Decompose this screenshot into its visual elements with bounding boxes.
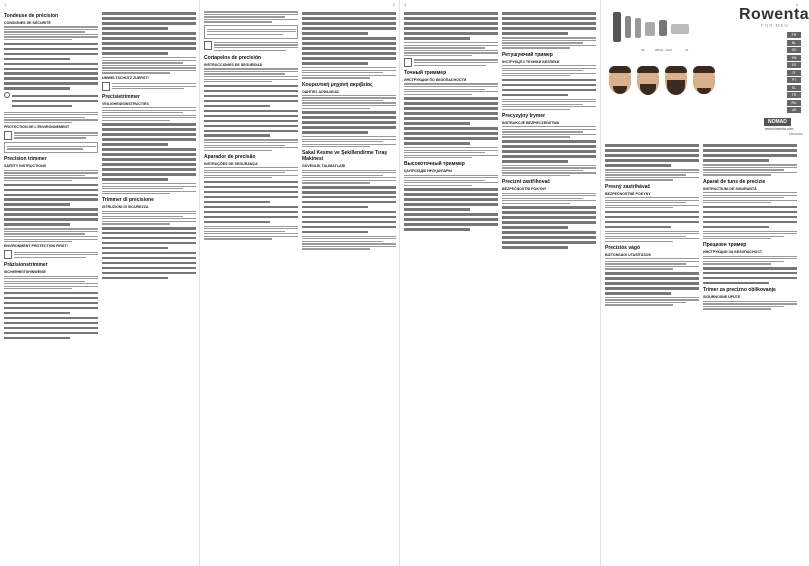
language-tab: PT xyxy=(787,77,801,83)
language-tab: EN xyxy=(787,55,801,61)
section-subtitle: INSTRUCCIONES DE SEGURIDAD xyxy=(204,63,263,68)
section-title: Precision trimmer xyxy=(4,156,47,163)
brand-tagline: FOR MEN xyxy=(761,23,789,28)
text-column-right xyxy=(502,10,596,251)
face-illustration-beard xyxy=(697,88,711,94)
section-title: Sakal Kesme ve Şekillendirme Tıraş Makinesi xyxy=(302,150,388,163)
comb-attachment-image xyxy=(645,22,655,36)
section-subtitle: INSTRUÇÕES DE SEGURANÇA xyxy=(204,161,258,166)
accessory-label: 15 xyxy=(685,48,689,52)
section-title: Высокоточный триммер xyxy=(404,161,465,168)
section-subtitle: ΟΔΗΓΙΕΣ ΑΣΦΑΛΕΙΑΣ xyxy=(302,89,340,94)
section-subtitle: SAFETY INSTRUCTIONS xyxy=(4,164,47,169)
section-subtitle: ҚАУІПСІЗДІК НҰСҚАУЛАРЫ xyxy=(404,169,453,174)
text-column-right xyxy=(703,142,797,311)
text-column-left xyxy=(605,142,699,307)
manual-page-2 xyxy=(200,0,400,566)
recycle-bin-icon xyxy=(204,41,212,50)
website-url: www.rowenta.com xyxy=(765,127,794,131)
language-tab: FR xyxy=(787,32,801,38)
product-name: NOMAD xyxy=(764,118,791,126)
face-illustration-beard xyxy=(667,80,685,95)
comb-attachment-image xyxy=(659,20,667,36)
section-subtitle: ISTRUZIONI DI SICUREZZA xyxy=(102,205,149,210)
section-title: Κουρευτική μηχανή ακριβείας xyxy=(302,81,373,88)
document-code: 1800000000 xyxy=(789,133,803,136)
text-column-left xyxy=(4,10,98,342)
accessory-label: 29 xyxy=(641,48,645,52)
section-subtitle: INSTRUCȚIUNI DE SIGURANȚĂ xyxy=(703,186,757,191)
section-title: Cortapelos de precisión xyxy=(204,55,261,62)
section-title: Ретушуючий тример xyxy=(502,51,553,58)
section-title: Präzisionstrimmer xyxy=(4,262,48,269)
section-title: Aparador de precisão xyxy=(204,153,256,160)
language-tab: TR xyxy=(787,92,801,98)
section-subtitle: INSTRUKCJE BEZPIECZEŃSTWA xyxy=(502,120,560,125)
language-tab: IT xyxy=(787,70,801,76)
language-tab: NL xyxy=(787,40,801,46)
section-title: Точный триммер xyxy=(404,70,447,77)
warning-icon xyxy=(4,92,10,98)
face-illustration-beard xyxy=(640,84,656,95)
section-subtitle: SICHERHEITSHINWEISE xyxy=(4,270,46,275)
brand-logo: Rowenta xyxy=(739,6,809,23)
section-subtitle: ІНСТРУКЦІЇ З ТЕХНІКИ БЕЗПЕКИ xyxy=(502,59,560,64)
text-column-right xyxy=(102,10,196,282)
page-number: 3 xyxy=(404,2,407,7)
language-tab: DE xyxy=(787,47,801,53)
page-number: 1 xyxy=(4,2,7,7)
recycle-bin-icon xyxy=(4,131,12,140)
text-column-left xyxy=(404,10,498,233)
comb-attachment-image xyxy=(635,18,641,38)
manual-page-1 xyxy=(0,0,200,566)
section-subtitle: BEZPEČNOSTNÉ POKYNY xyxy=(605,191,651,196)
face-illustration-hair xyxy=(609,66,631,73)
language-index xyxy=(787,32,801,115)
recycle-bin-icon xyxy=(404,58,412,67)
section-title: Precisietrimmer xyxy=(102,93,140,100)
section-subtitle: VEILIGHEIDSINSTRUCTIES xyxy=(102,101,149,106)
text-column-left xyxy=(204,10,298,241)
section-title: Прецизен тример xyxy=(703,242,747,249)
manual-page-4 xyxy=(601,0,809,566)
section-subtitle: GÜVENLİK TALİMATLARI xyxy=(302,164,346,169)
page-number: 2 xyxy=(392,2,395,7)
section-title: Aparat de tuns de precizie xyxy=(703,178,766,185)
section-subtitle: UMWELTSCHUTZ ZUERST! xyxy=(102,75,149,80)
section-title: Precíziós vágó xyxy=(605,244,641,251)
section-subtitle: PROTECTION DE L'ENVIRONNEMENT xyxy=(4,125,70,130)
text-column-right xyxy=(302,10,396,251)
trimmer-head-image xyxy=(625,16,631,38)
section-title: Trimmer di precisione xyxy=(102,197,154,204)
section-title: Presný zastrihávač xyxy=(605,183,651,190)
page-number: 4 xyxy=(795,2,798,7)
face-illustration-hair xyxy=(665,66,687,73)
section-title: Precyzyjny trymer xyxy=(502,112,546,119)
section-subtitle: BIZTONSÁGI UTASÍTÁSOK xyxy=(605,252,652,257)
section-subtitle: CONSIGNES DE SÉCURITÉ xyxy=(4,21,51,25)
trimmer-device-image xyxy=(613,12,621,42)
language-tab: RU xyxy=(787,100,801,106)
manual-page-3 xyxy=(400,0,601,566)
face-illustration-hair xyxy=(637,66,659,73)
product-illustration xyxy=(605,8,725,128)
language-tab: EL xyxy=(787,85,801,91)
language-tab: ES xyxy=(787,62,801,68)
section-subtitle: BEZPEČNOSTNÍ POKYNY xyxy=(502,187,547,192)
section-title: Tondeuse de précision xyxy=(4,13,59,19)
section-subtitle: ИНСТРУКЦИИ ЗА БЕЗОПАСНОСТ xyxy=(703,250,763,255)
section-title: Precizní zastřihovač xyxy=(502,179,551,186)
section-title: Trimer za precizno oblikovanje xyxy=(703,287,776,294)
section-subtitle: ENVIRONMENT PROTECTION FIRST! xyxy=(4,244,68,249)
language-tab: UK xyxy=(787,107,801,113)
recycle-bin-icon xyxy=(102,82,110,91)
section-subtitle: SIGURNOSNE UPUTE xyxy=(703,295,741,300)
stand-image xyxy=(671,24,689,34)
face-illustration-hair xyxy=(693,66,715,73)
recycle-bin-icon xyxy=(4,250,12,259)
section-subtitle: ИНСТРУКЦИИ ПО БЕЗОПАСНОСТИ xyxy=(404,78,467,83)
accessory-label: 28/30 ~ 9/10 xyxy=(655,48,672,52)
